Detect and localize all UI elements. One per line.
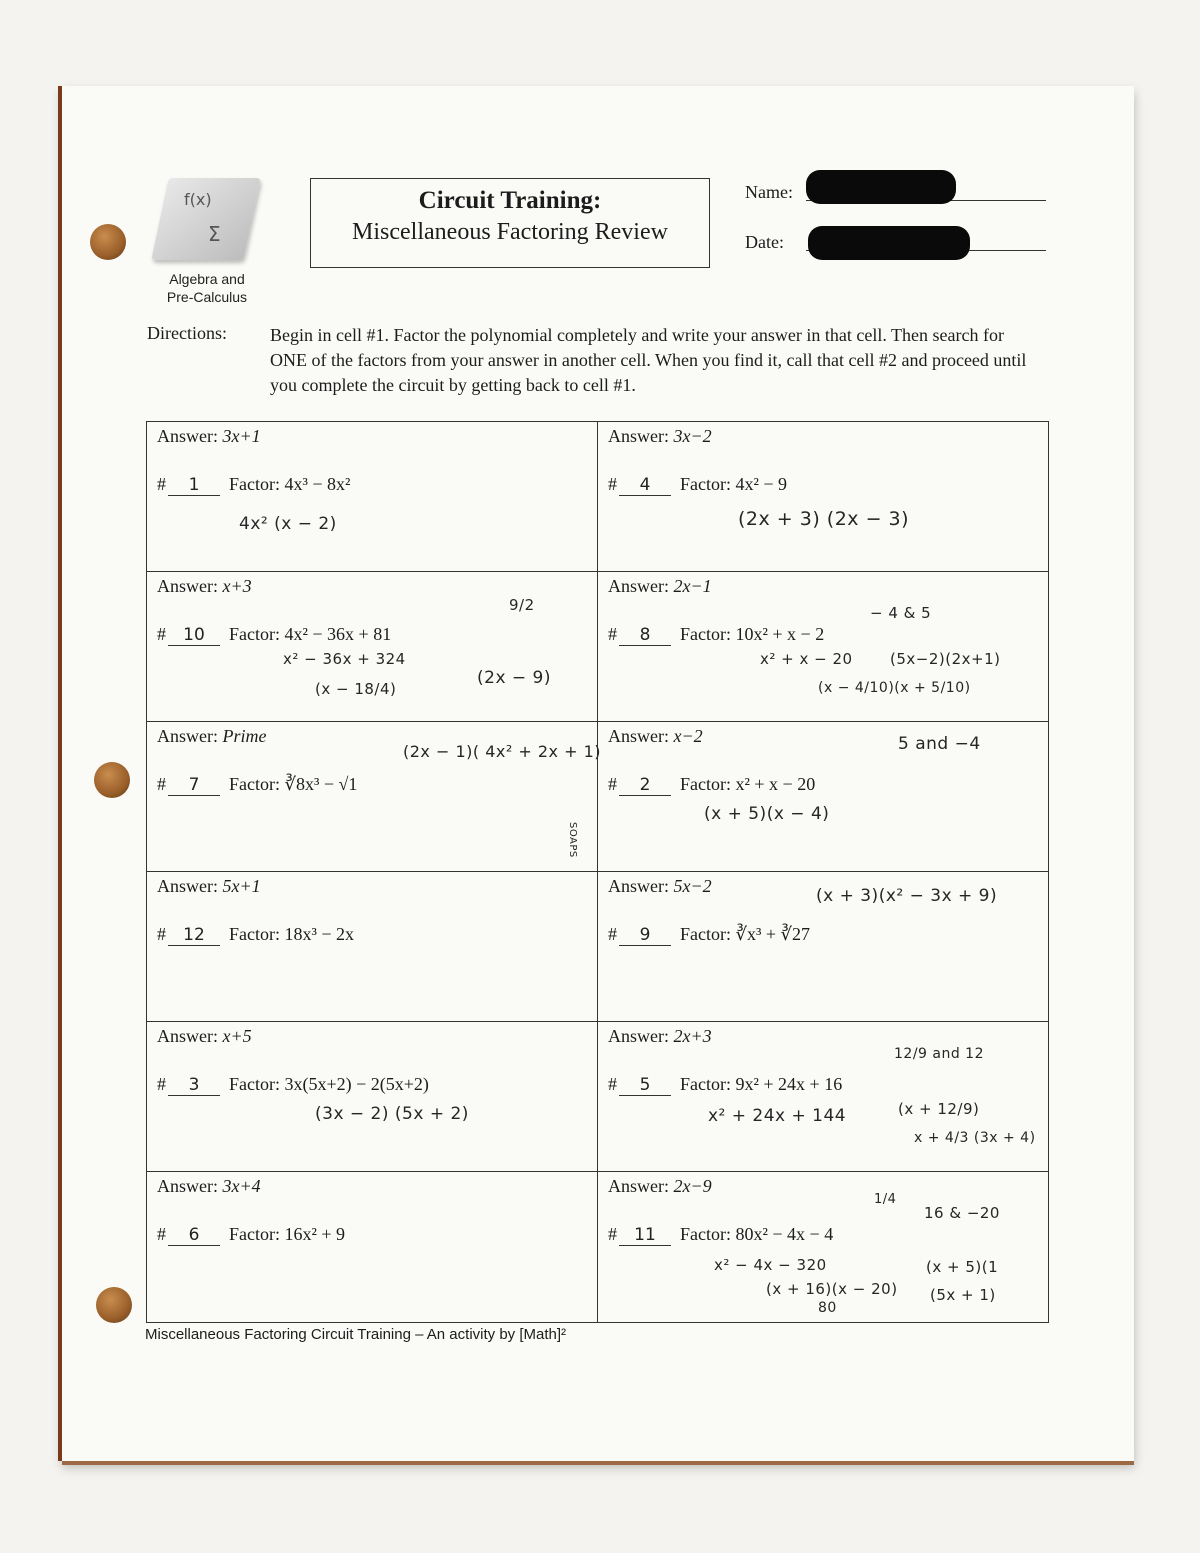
circuit-cell: [598, 572, 1049, 722]
answer-value: x+3: [222, 576, 252, 596]
answer-label: Answer:: [157, 426, 218, 446]
handwritten-work: (x + 5)(x − 4): [704, 804, 830, 824]
answer-value: 3x+1: [222, 426, 261, 446]
factor-label: Factor:: [229, 474, 280, 494]
answer-label: Answer:: [608, 1026, 669, 1046]
answer-label: Answer:: [608, 876, 669, 896]
circuit-cell: [147, 572, 598, 722]
handwritten-work: (x − 18/4): [315, 680, 397, 698]
circuit-cell: [147, 722, 602, 872]
hash-label: #: [608, 624, 617, 644]
logo-symbol-fx: f(x): [184, 190, 212, 209]
factor-label: Factor:: [229, 1224, 280, 1244]
cell-number-field[interactable]: 6: [168, 1225, 220, 1246]
cell-number-field[interactable]: 1: [168, 475, 220, 496]
logo-line-2: Pre-Calculus: [166, 289, 248, 305]
name-label: Name:: [745, 182, 793, 202]
handwritten-work: (x + 12/9): [898, 1100, 980, 1118]
cell-number-field[interactable]: 9: [619, 925, 671, 946]
handwritten-work: (x − 4/10)(x + 5/10): [818, 680, 971, 696]
answer-value: 3x−2: [673, 426, 712, 446]
handwritten-work: (5x + 1): [930, 1286, 996, 1304]
answer-value: 5x−2: [673, 876, 712, 896]
handwritten-work: 4x² (x − 2): [239, 514, 337, 534]
handwritten-work: SOAPS: [567, 822, 578, 858]
answer-value: 2x+3: [673, 1026, 712, 1046]
circuit-cell: [147, 1172, 598, 1322]
hash-label: #: [608, 1074, 617, 1094]
logo-symbol-sigma: Σ: [208, 222, 221, 246]
factor-label: Factor:: [680, 1224, 731, 1244]
logo-text: [152, 270, 262, 306]
handwritten-work: 12/9 and 12: [894, 1046, 984, 1062]
handwritten-work: x + 4/3 (3x + 4): [914, 1130, 1036, 1146]
page-title: Circuit Training:: [418, 187, 602, 214]
answer-value: 2x−1: [673, 576, 712, 596]
handwritten-work: (3x − 2) (5x + 2): [315, 1104, 469, 1124]
factor-label: Factor:: [229, 924, 280, 944]
redaction-mark: [808, 226, 970, 260]
date-label: Date:: [745, 232, 784, 252]
answer-label: Answer:: [157, 876, 218, 896]
handwritten-work: x² − 36x + 324: [283, 650, 406, 668]
hash-label: #: [157, 1224, 166, 1244]
binder-hole: [90, 224, 126, 260]
cell-number-field[interactable]: 8: [619, 625, 671, 646]
cell-number-field[interactable]: 11: [619, 1225, 671, 1246]
factor-label: Factor:: [229, 774, 280, 794]
factor-label: Factor:: [229, 624, 280, 644]
factor-expression: 4x² − 36x + 81: [284, 624, 392, 644]
hash-label: #: [157, 774, 166, 794]
circuit-cell: [147, 872, 598, 1022]
answer-label: Answer:: [157, 1176, 218, 1196]
answer-label: Answer:: [157, 726, 218, 746]
answer-label: Answer:: [608, 726, 669, 746]
handwritten-work: 80: [818, 1300, 837, 1316]
answer-value: x+5: [222, 1026, 252, 1046]
handwritten-work: 16 & −20: [924, 1204, 1000, 1222]
hash-label: #: [157, 924, 166, 944]
factor-expression: 18x³ − 2x: [284, 924, 355, 944]
circuit-cell: [598, 422, 1049, 572]
circuit-grid: [146, 421, 1049, 1323]
handwritten-work: 9/2: [509, 596, 535, 614]
cell-number-field[interactable]: 7: [168, 775, 220, 796]
directions-label: Directions:: [147, 323, 227, 343]
handwritten-work: 5 and −4: [898, 734, 981, 754]
handwritten-work: (2x − 9): [477, 668, 552, 688]
handwritten-work: (x + 16)(x − 20): [766, 1280, 898, 1298]
factor-label: Factor:: [680, 924, 731, 944]
cell-number-field[interactable]: 12: [168, 925, 220, 946]
circuit-cell: [598, 872, 1049, 1022]
answer-label: Answer:: [608, 426, 669, 446]
page-subtitle: Miscellaneous Factoring Review: [352, 219, 668, 245]
hash-label: #: [608, 1224, 617, 1244]
hash-label: #: [157, 624, 166, 644]
circuit-cell: [147, 422, 598, 572]
hash-label: #: [608, 474, 617, 494]
circuit-cell: [147, 1022, 598, 1172]
logo-line-1: Algebra and: [169, 271, 245, 287]
factor-expression: 9x² + 24x + 16: [735, 1074, 843, 1094]
answer-label: Answer:: [157, 576, 218, 596]
binder-hole: [96, 1287, 132, 1323]
factor-expression: 4x² − 9: [735, 474, 788, 494]
handwritten-work: x² + x − 20: [760, 650, 853, 668]
handwritten-work: (2x + 3) (2x − 3): [738, 508, 910, 530]
circuit-cell: [598, 722, 1049, 872]
circuit-cell: [598, 1022, 1049, 1172]
factor-label: Factor:: [680, 474, 731, 494]
directions-text: Begin in cell #1. Factor the polynomial completely and write your answer in that cell. Then search for ONE of the factors from your answer in another cell. When you find it, call that cell #2 and proceed until you complete the circuit by getting back to cell #1.: [270, 325, 1027, 395]
handwritten-work: (5x−2)(2x+1): [890, 650, 1001, 668]
factor-expression: 3x(5x+2) − 2(5x+2): [284, 1074, 429, 1094]
factor-label: Factor:: [680, 774, 731, 794]
redaction-mark: [806, 170, 956, 204]
handwritten-work: (x + 5)(1: [926, 1258, 999, 1276]
footer-credit: Miscellaneous Factoring Circuit Training – An activity by [Math]²: [145, 1326, 567, 1343]
hash-label: #: [608, 924, 617, 944]
algebra-logo: [152, 178, 262, 308]
factor-expression: 80x² − 4x − 4: [735, 1224, 834, 1244]
factor-expression: ∛8x³ − √1: [284, 774, 358, 794]
factor-expression: ∛x³ + ∛27: [735, 924, 810, 944]
handwritten-work: x² − 4x − 320: [714, 1256, 827, 1274]
handwritten-work: (x + 3)(x² − 3x + 9): [816, 886, 998, 906]
answer-label: Answer:: [608, 1176, 669, 1196]
hash-label: #: [157, 1074, 166, 1094]
cell-number-field[interactable]: 4: [619, 475, 671, 496]
factor-expression: 10x² + x − 2: [735, 624, 825, 644]
answer-value: 2x−9: [673, 1176, 712, 1196]
handwritten-work: 1/4: [874, 1192, 897, 1207]
handwritten-work: (2x − 1)( 4x² + 2x + 1): [403, 742, 602, 761]
factor-label: Factor:: [680, 624, 731, 644]
answer-label: Answer:: [608, 576, 669, 596]
cell-number-field[interactable]: 5: [619, 1075, 671, 1096]
binder-hole: [94, 762, 130, 798]
factor-expression: 4x³ − 8x²: [284, 474, 351, 494]
factor-expression: x² + x − 20: [735, 774, 816, 794]
factor-label: Factor:: [229, 1074, 280, 1094]
factor-label: Factor:: [680, 1074, 731, 1094]
answer-value: 3x+4: [222, 1176, 261, 1196]
cell-number-field[interactable]: 3: [168, 1075, 220, 1096]
factor-expression: 16x² + 9: [284, 1224, 346, 1244]
hash-label: #: [608, 774, 617, 794]
answer-value: 5x+1: [222, 876, 261, 896]
answer-value: Prime: [222, 726, 267, 746]
cell-number-field[interactable]: 2: [619, 775, 671, 796]
circuit-cell: [598, 1172, 1049, 1322]
hash-label: #: [157, 474, 166, 494]
answer-value: x−2: [673, 726, 703, 746]
handwritten-work: − 4 & 5: [870, 604, 932, 622]
cell-number-field[interactable]: 10: [168, 625, 220, 646]
handwritten-work: x² + 24x + 144: [708, 1106, 847, 1126]
title-box: [310, 178, 710, 268]
answer-label: Answer:: [157, 1026, 218, 1046]
